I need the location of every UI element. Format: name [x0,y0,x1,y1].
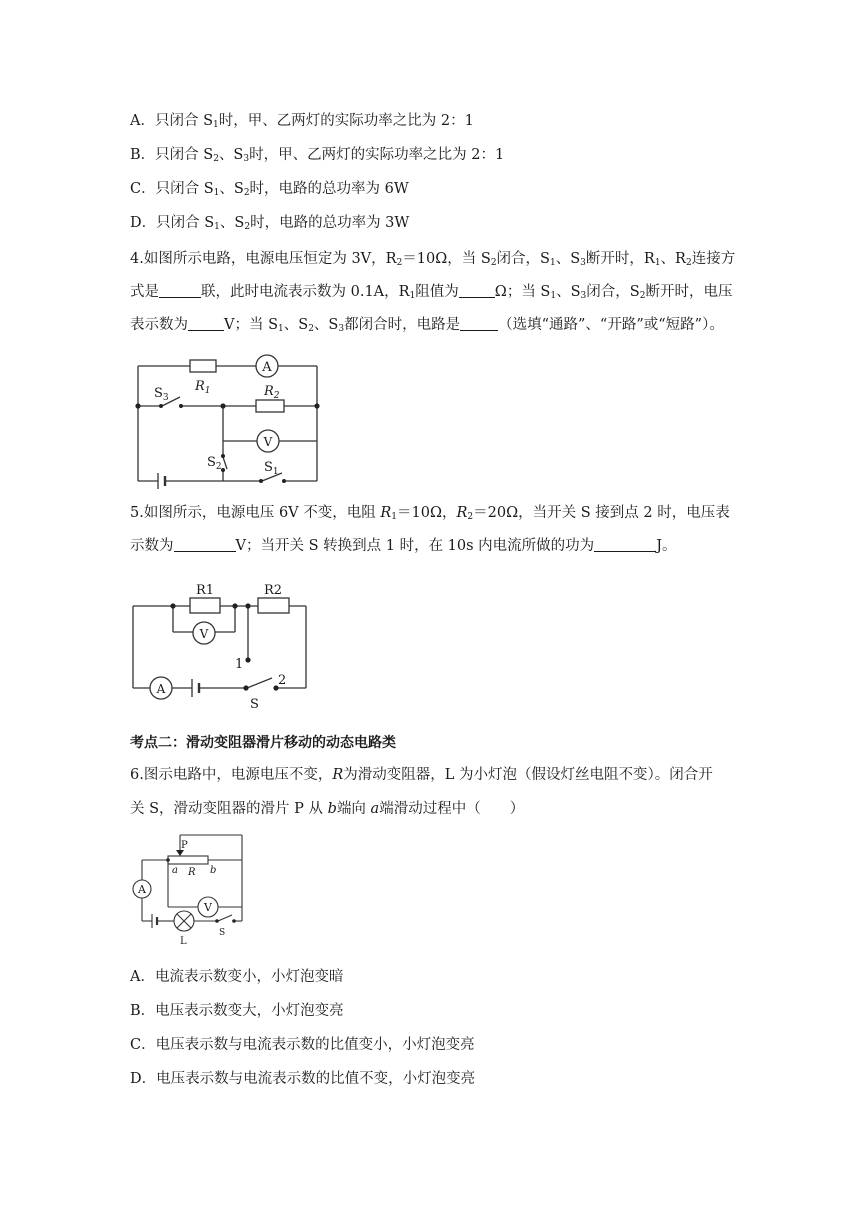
q4-line-1: 4.如图所示电路，电源电压恒定为 3V，$R_2=10\Omega$，当 $S_2$闭合，$S_1$、$S_3$断开时，$R_1$、$R_2$连接方 [130,251,736,268]
q3-option-c: C．只闭合 $S_1$、$S_2$时，电路的总功率为 6W [130,181,409,198]
q4-switch-s2 [223,457,227,469]
q6-label-l: L [180,936,187,947]
q5-circuit-diagram [130,574,320,714]
q5-voltmeter-label: V [199,627,209,641]
q5-resistor-r1 [190,598,220,613]
q6-line-1: 6.图示电路中，电源电压不变，R为滑动变阻器，L 为小灯泡（假设灯丝电阻不变）。闭合开 [130,767,713,783]
q6-option-a: A．电流表示数变小，小灯泡变暗 [130,969,344,985]
q4-label-s1: $S_1$ [264,460,279,477]
q5-battery [192,679,199,697]
q6-option-c: C．电压表示数与电流表示数的比值变小，小灯泡变亮 [130,1037,475,1053]
q5-line-2: 示数为 V；当开关 S 转换到点 1 时，在 10s 内电流所做的功为 J。 [130,538,677,554]
q4-circuit-diagram [130,348,330,488]
q4-label-r1: $R_1$ [195,379,211,396]
q6-ammeter-label: A [138,883,146,896]
q6-label-r: R [188,867,196,878]
q6-label-p: P [181,840,188,851]
q5-label-point-2: 2 [278,673,287,688]
q5-line-1: 5.如图所示，电源电压 6V 不变，电阻 $R_1=10\Omega$，$R_2=20\Omega$，当开关 S 接到点 2 时，电压表 [130,505,730,522]
q5-ammeter-label: A [156,682,166,696]
q3-option-a: A．只闭合 $S_1$时，甲、乙两灯的实际功率之比为 2：1 [130,113,474,130]
q6-option-b: B．电压表示数变大，小灯泡变亮 [130,1003,344,1019]
q4-battery [158,473,165,489]
q4-blank-3[interactable] [188,316,224,331]
q5-label-point-1: 1 [235,657,244,672]
q6-circuit-diagram [130,832,255,947]
q5-switch-s [247,678,272,688]
q5-label-r1: R1 [195,583,215,598]
q4-blank-2[interactable] [459,283,495,298]
q3-option-b: B．只闭合 $S_2$、$S_3$时，甲、乙两灯的实际功率之比为 2：1 [130,147,505,164]
q4-line-2: 式是 联，此时电流表示数为 0.1A，$R_1$阻值为 Ω；当 $S_1$、$S_3$闭合，$S_2$断开时，电压 [130,284,733,301]
q3-option-d: D．只闭合 $S_1$、$S_2$时，电路的总功率为 3W [130,215,410,232]
q4-label-s3: $S_3$ [154,386,169,403]
q4-resistor-r2 [256,400,284,412]
q4-blank-1[interactable] [159,283,201,298]
q4-label-s2: $S_2$ [207,455,222,472]
q6-rheostat-r [168,856,208,864]
q5-label-r2: R2 [263,583,283,598]
q5-blank-1[interactable] [174,537,236,552]
q6-label-b: b [210,865,217,876]
q4-label-r2: $R_2$ [264,384,280,401]
q6-line-2: 关 S，滑动变阻器的滑片 P 从 b端向 a端滑动过程中（ ） [130,801,525,817]
q4-blank-4[interactable] [460,316,498,331]
q6-battery [152,914,157,928]
section-2-heading: 考点二：滑动变阻器滑片移动的动态电路类 [130,735,396,751]
q4-resistor-r1 [190,360,216,372]
q5-blank-2[interactable] [594,537,656,552]
q5-label-switch: S [250,697,259,712]
q6-switch-s [218,915,232,921]
q6-option-d: D．电压表示数与电流表示数的比值不变，小灯泡变亮 [130,1071,476,1087]
q6-label-s: S [219,928,226,938]
q6-label-a: a [172,865,178,876]
q4-voltmeter-label: V [263,435,273,449]
q5-resistor-r2 [258,598,289,613]
q6-voltmeter-label: V [204,901,212,914]
q4-ammeter-label: A [262,360,272,375]
q4-line-3: 表示数为 V；当 $S_1$、$S_2$、$S_3$都闭合时，电路是 （选填“通路”、“开路”或“短路”）。 [130,317,724,334]
